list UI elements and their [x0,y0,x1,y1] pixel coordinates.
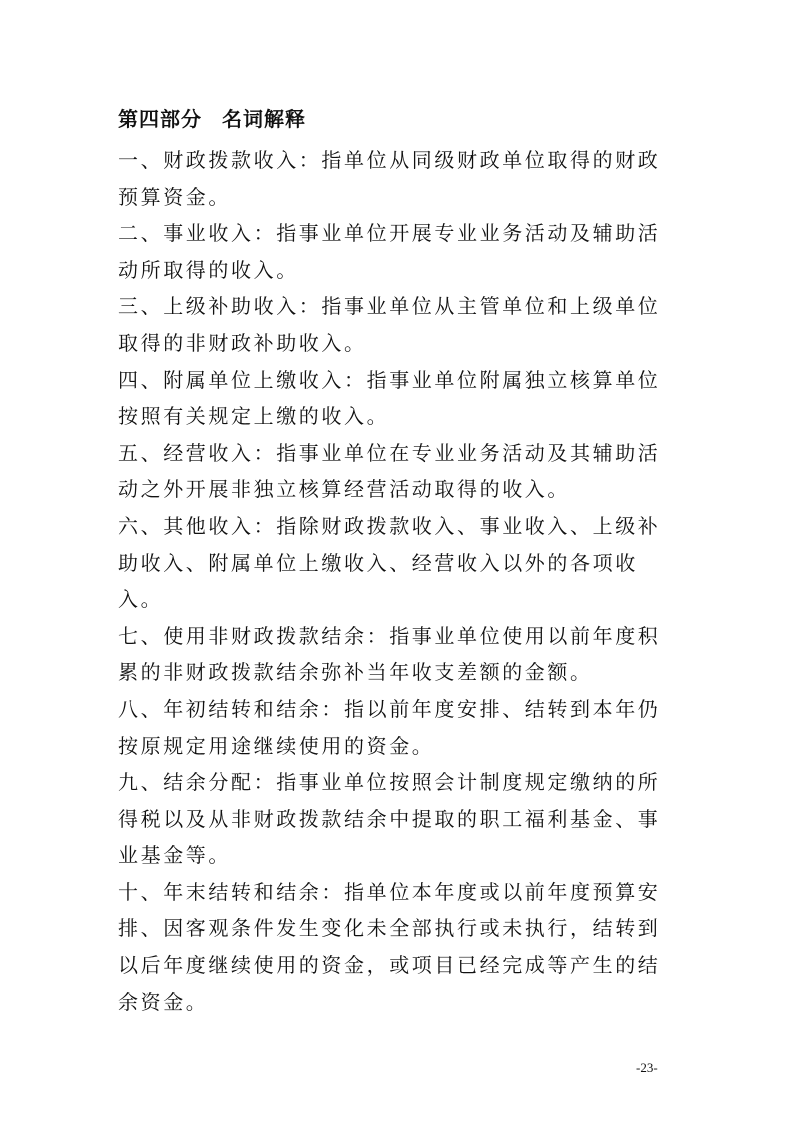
glossary-entry: 五、经营收入：指事业单位在专业业务活动及其辅助活动之外开展非独立核算经营活动取得的收入。 [118,440,661,502]
section-heading [118,104,306,134]
glossary-entry: 十、年末结转和结余：指单位本年度或以前年度预算安排、因客观条件发生变化未全部执行或未执行，结转到以后年度继续使用的资金，或项目已经完成等产生的结余资金。 [118,879,661,1014]
glossary-entry: 六、其他收入：指除财政拨款收入、事业收入、上级补助收入、附属单位上缴收入、经营收入以外的各项收入。 [118,513,661,612]
section-part: 第四部分 [118,107,202,131]
glossary-entry: 七、使用非财政拨款结余：指事业单位使用以前年度积累的非财政拨款结余弥补当年收支差额的金额。 [118,623,661,685]
glossary-entry: 三、上级补助收入：指事业单位从主管单位和上级单位取得的非财政补助收入。 [118,294,661,355]
page-number: -23- [636,1060,658,1075]
glossary-entry: 二、事业收入：指事业单位开展专业业务活动及辅助活动所取得的收入。 [118,221,661,282]
glossary-entry: 九、结余分配：指事业单位按照会计制度规定缴纳的所得税以及从非财政拨款结余中提取的职工福利基金、事业基金等。 [118,770,661,868]
glossary-list [118,142,663,1020]
section-title: 名词解释 [222,107,306,131]
glossary-entry: 八、年初结转和结余：指以前年度安排、结转到本年仍按原规定用途继续使用的资金。 [118,696,661,758]
glossary-entry: 一、财政拨款收入：指单位从同级财政单位取得的财政预算资金。 [118,148,661,209]
glossary-entry: 四、附属单位上缴收入：指事业单位附属独立核算单位按照有关规定上缴的收入。 [118,367,661,429]
